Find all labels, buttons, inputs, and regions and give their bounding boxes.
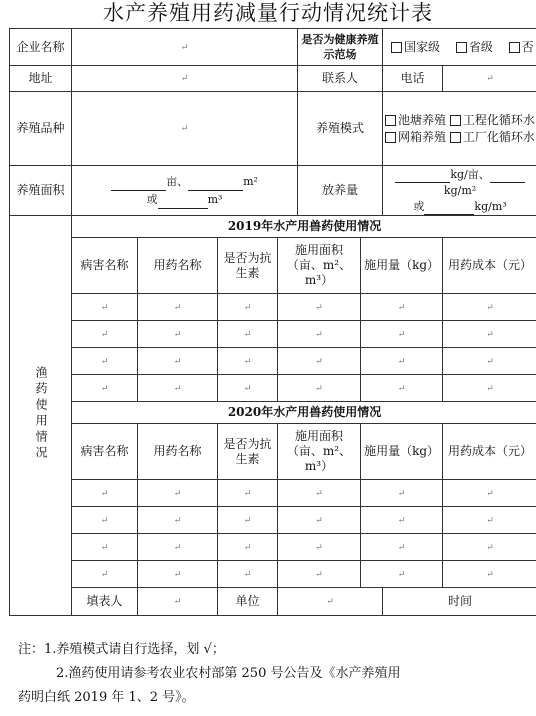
address-label: 地址 (10, 66, 72, 92)
unit-label: 单位 (218, 588, 278, 616)
species-label: 养殖品种 (10, 92, 72, 166)
col-area: 施用面积（亩、m²、m³） (278, 424, 361, 480)
col-drug-name: 用药名称 (138, 424, 218, 480)
mode-options (383, 92, 536, 166)
table-row[interactable]: ↵ ↵ ↵ ↵ ↵ ↵ (10, 375, 536, 402)
note-1: 注：1.养殖模式请自行选择，划 √； (18, 642, 225, 657)
health-demo-options (383, 29, 536, 66)
time-label: 时间 (383, 588, 536, 616)
table-2020-header (10, 424, 536, 480)
enterprise-label: 企业名称 (10, 29, 72, 66)
table-row[interactable]: ↵ ↵ ↵ ↵ ↵ ↵ (10, 480, 536, 507)
col-cost: 用药成本（元） (443, 238, 536, 294)
col-area: 施用面积（亩、m²、m³） (278, 238, 361, 294)
table-row[interactable]: ↵ ↵ ↵ ↵ ↵ ↵ (10, 294, 536, 321)
page-title: 水产养殖用药减量行动情况统计表 (103, 1, 433, 25)
table-2020-heading: 2020年水产用兽药使用情况 (72, 402, 536, 424)
table-row[interactable]: ↵ ↵ ↵ ↵ ↵ ↵ (10, 321, 536, 348)
statistics-form (9, 28, 536, 616)
table-2019-header (10, 238, 536, 294)
area-label: 养殖面积 (10, 166, 72, 216)
filler-label: 填表人 (72, 588, 138, 616)
option-no[interactable]: 否 (509, 40, 534, 55)
col-disease: 病害名称 (72, 238, 138, 294)
checkbox-icon (450, 132, 461, 143)
checkbox-icon (456, 42, 467, 53)
table-row[interactable]: ↵ ↵ ↵ ↵ ↵ ↵ (10, 534, 536, 561)
table-row[interactable]: ↵ ↵ ↵ ↵ ↵ ↵ (10, 507, 536, 534)
checkbox-icon (450, 115, 461, 126)
species-field[interactable]: ↵ (72, 92, 298, 166)
address-field[interactable]: ↵ (72, 66, 298, 92)
col-amount: 施用量（kg） (361, 424, 443, 480)
note-3: 药明白纸 2019 年 1、2 号》。 (18, 690, 195, 705)
health-demo-label: 是否为健康养殖示范场 (298, 29, 383, 66)
drug-section-label: 渔药使用情况 (10, 216, 72, 616)
mode-label: 养殖模式 (298, 92, 383, 166)
option-cage[interactable]: 网箱养殖 (385, 130, 446, 144)
checkbox-icon (385, 115, 396, 126)
col-antibiotic: 是否为抗生素 (218, 424, 278, 480)
table-2019-heading: 2019年水产用兽药使用情况 (72, 216, 536, 238)
col-amount: 施用量（kg） (361, 238, 443, 294)
col-drug-name: 用药名称 (138, 238, 218, 294)
option-factory-recirc[interactable]: 工厂化循环水 (450, 130, 535, 144)
option-provincial[interactable]: 省级 (456, 40, 493, 55)
col-disease: 病害名称 (72, 424, 138, 480)
note-2: 2.渔药使用请参考农业农村部第 250 号公告及《水产养殖用 (56, 666, 401, 681)
checkbox-icon (385, 132, 396, 143)
col-cost: 用药成本（元） (443, 424, 536, 480)
table-row[interactable]: ↵ ↵ ↵ ↵ ↵ ↵ (10, 561, 536, 588)
option-pond[interactable]: 池塘养殖 (385, 113, 446, 127)
checkbox-icon (391, 42, 402, 53)
area-field[interactable]: 亩、 m² 或 m³ (72, 166, 298, 216)
phone-label: 电话 (383, 66, 443, 92)
phone-field[interactable]: ↵ (443, 66, 536, 92)
unit-field[interactable]: ↵ (278, 588, 383, 616)
contact-label: 联系人 (298, 66, 383, 92)
stocking-label: 放养量 (298, 166, 383, 216)
option-engineered-recirc[interactable]: 工程化循环水 (450, 113, 535, 127)
option-national[interactable]: 国家级 (391, 40, 440, 55)
checkbox-icon (509, 42, 520, 53)
enterprise-field[interactable]: ↵ (72, 29, 298, 66)
col-antibiotic: 是否为抗生素 (218, 238, 278, 294)
filler-field[interactable]: ↵ (138, 588, 218, 616)
stocking-field[interactable]: kg/亩、 kg/m² 或 kg/m³ (383, 166, 536, 216)
table-row[interactable]: ↵ ↵ ↵ ↵ ↵ ↵ (10, 348, 536, 375)
